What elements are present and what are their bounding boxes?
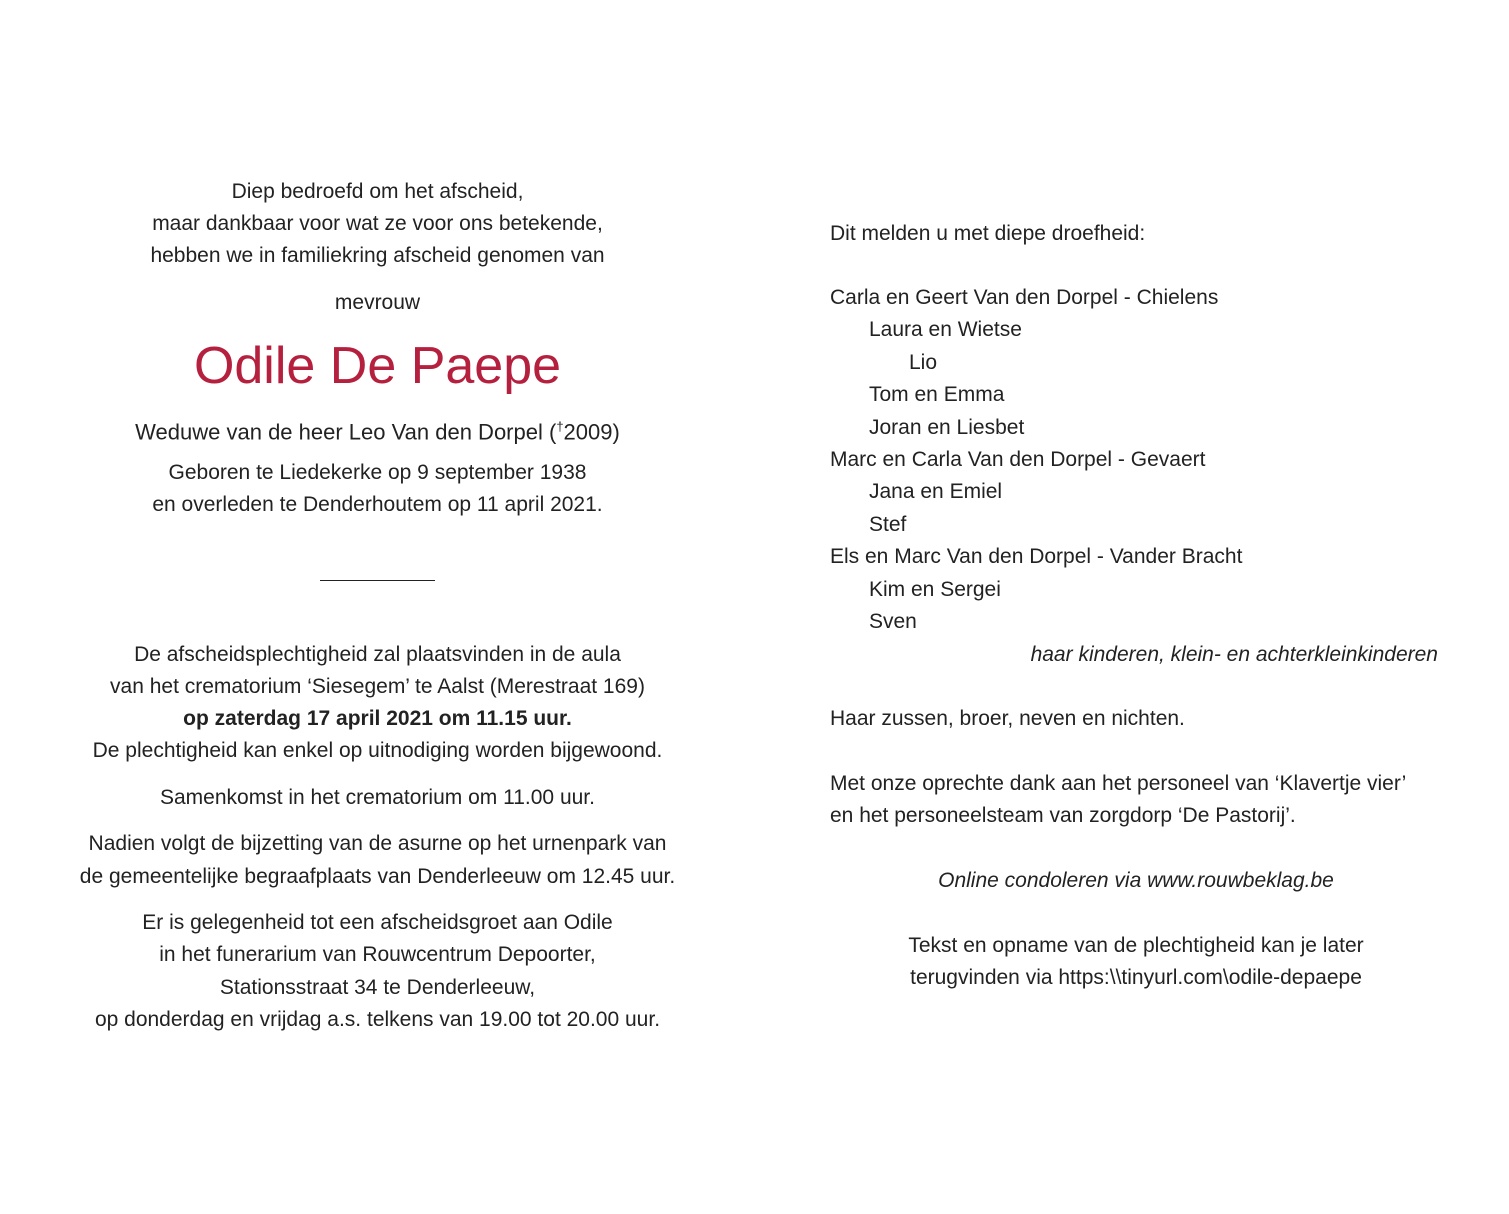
death-line: en overleden te Denderhoutem op 11 april 2021.: [152, 493, 603, 516]
thanks-line-1: Met onze oprechte dank aan het personeel van ‘Klavertje vier’: [830, 772, 1407, 795]
salutation: mevrouw: [334, 291, 421, 314]
family-member: Carla en Geert Van den Dorpel - Chielens: [830, 286, 1219, 309]
thanks-line-2: en het personeelsteam van zorgdorp ‘De Pastorij’.: [830, 804, 1296, 827]
widow-line: [40, 414, 715, 445]
family-member: Jana en Emiel: [869, 480, 1003, 503]
family-member: Tom en Emma: [869, 383, 1005, 406]
farewell-line-1: Er is gelegenheid tot een afscheidsgroet aan Odile: [142, 911, 613, 934]
deceased-name: Odile De Paepe: [193, 337, 562, 395]
widow-prefix: Weduwe van de heer Leo Van den Dorpel (: [135, 419, 557, 445]
widow-year: 2009): [563, 419, 620, 445]
family-member: Kim en Sergei: [869, 578, 1001, 601]
family-member: Laura en Wietse: [869, 318, 1022, 341]
divider: [320, 580, 435, 581]
gathering-line: Samenkomst in het crematorium om 11.00 uur.: [160, 786, 595, 809]
farewell-line-3: Stationsstraat 34 te Denderleeuw,: [219, 976, 536, 999]
ceremony-line-1: De afscheidsplechtigheid zal plaatsvinden in de aula: [134, 643, 621, 666]
recording-line-1: Tekst en opname van de plechtigheid kan je later: [908, 934, 1364, 957]
relatives-line: Haar zussen, broer, neven en nichten.: [830, 707, 1185, 730]
farewell-line-4: op donderdag en vrijdag a.s. telkens van 19.00 tot 20.00 uur.: [94, 1008, 661, 1031]
family-member: Joran en Liesbet: [869, 416, 1025, 439]
cross-symbol: †: [556, 419, 564, 434]
interment-line-2: de gemeentelijke begraafplaats van Denderleeuw om 12.45 uur.: [79, 865, 676, 888]
ceremony-date: op zaterdag 17 april 2021 om 11.15 uur.: [183, 707, 572, 730]
family-member: Stef: [869, 513, 907, 536]
family-member: Els en Marc Van den Dorpel - Vander Bracht: [830, 545, 1243, 568]
online-condolences: Online condoleren via www.rouwbeklag.be: [938, 869, 1334, 892]
family-role: haar kinderen, klein- en achterkleinkinderen: [1030, 643, 1438, 666]
intro-line-2: maar dankbaar voor wat ze voor ons betekende,: [152, 212, 603, 235]
ceremony-line-2: van het crematorium ‘Siesegem’ te Aalst (Merestraat 169): [110, 675, 645, 698]
ceremony-line-4: De plechtigheid kan enkel op uitnodiging worden bijgewoond.: [92, 739, 663, 762]
family-member: Marc en Carla Van den Dorpel - Gevaert: [830, 448, 1206, 471]
family-member: Lio: [909, 351, 938, 374]
intro-line-1: Diep bedroefd om het afscheid,: [231, 180, 524, 203]
interment-line-1: Nadien volgt de bijzetting van de asurne op het urnenpark van: [88, 832, 667, 855]
recording-line-2: terugvinden via https:\\tinyurl.com\odile-depaepe: [910, 966, 1362, 989]
family-member: Sven: [869, 610, 917, 633]
announcement: Dit melden u met diepe droefheid:: [830, 222, 1146, 245]
birth-line: Geboren te Liedekerke op 9 september 1938: [168, 461, 587, 484]
farewell-line-2: in het funerarium van Rouwcentrum Depoorter,: [159, 943, 596, 966]
intro-line-3: hebben we in familiekring afscheid genomen van: [150, 244, 605, 267]
